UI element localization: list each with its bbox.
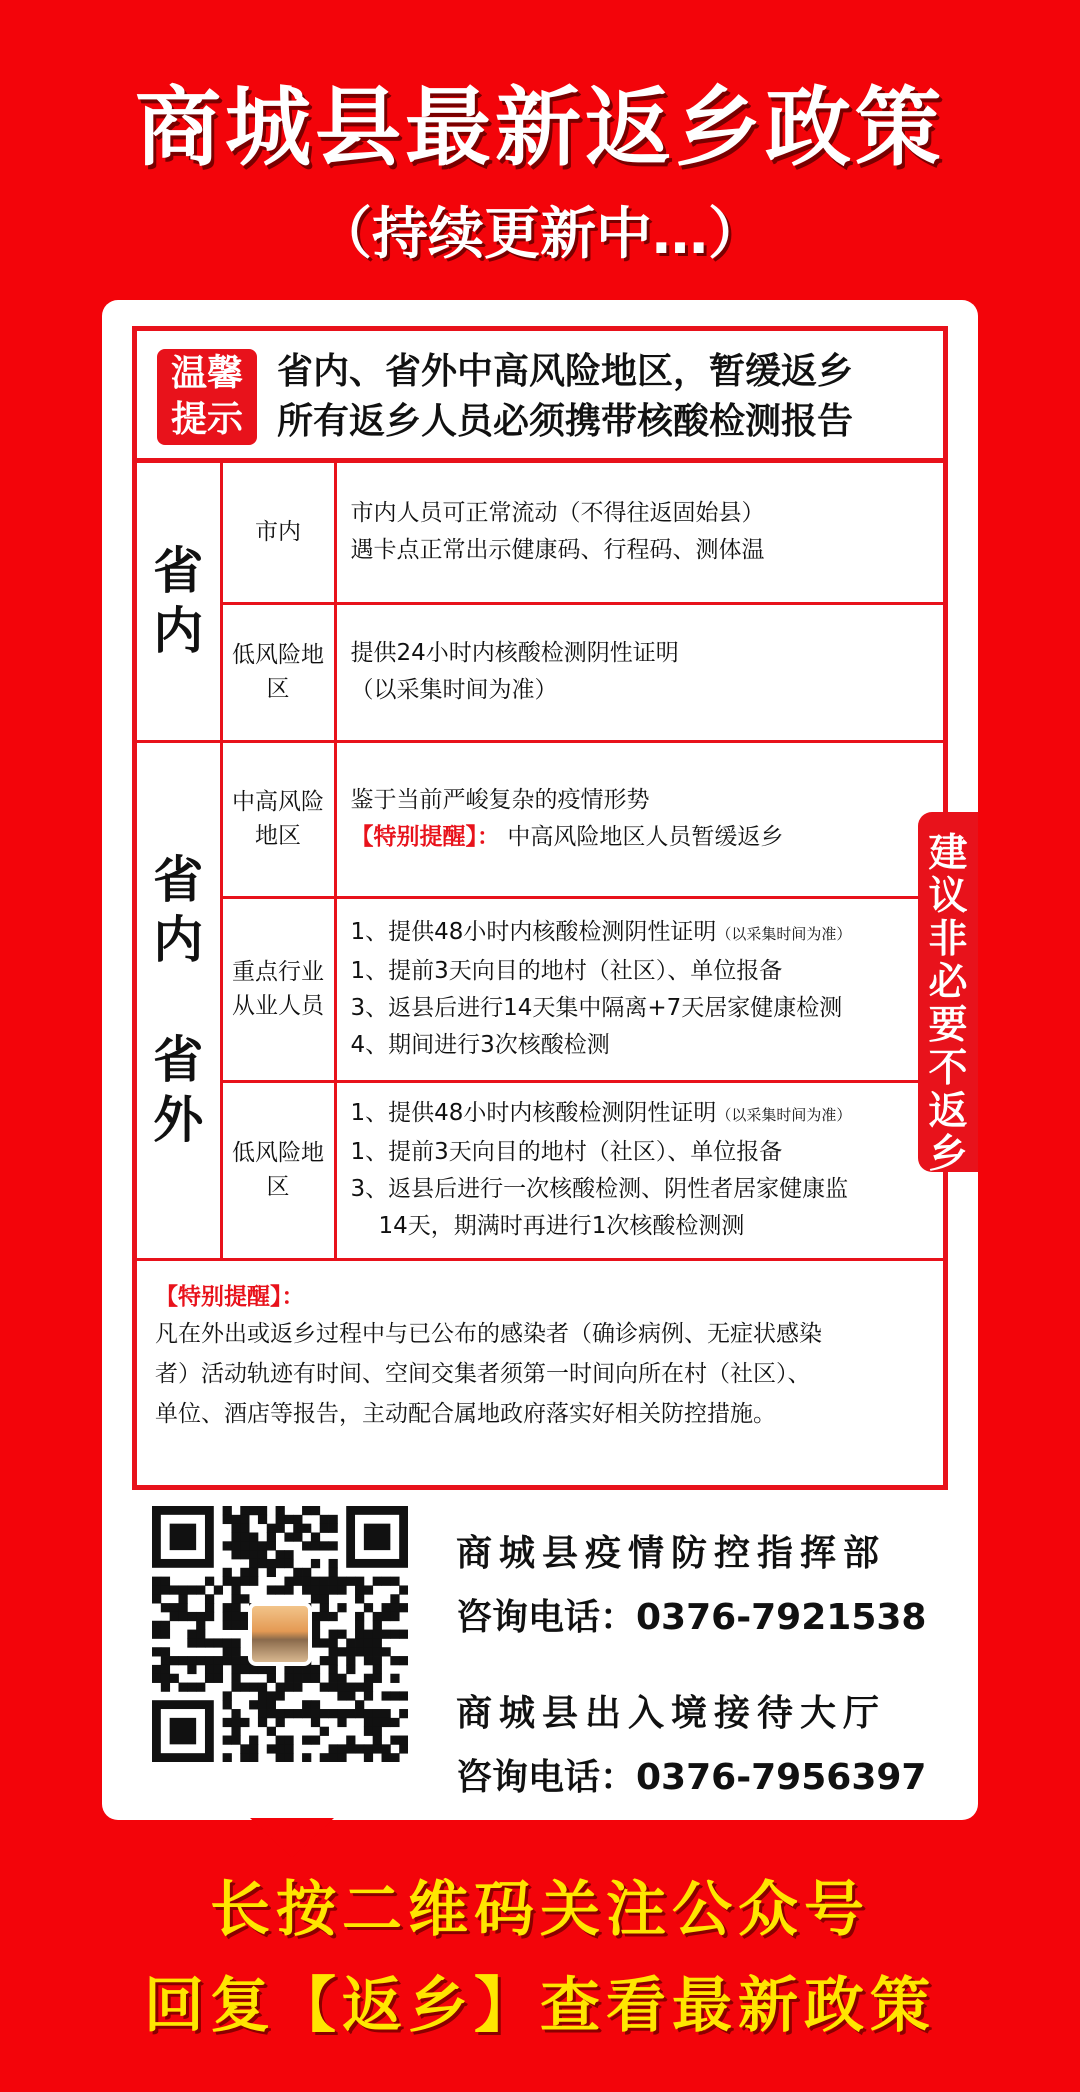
row-label-city: 市内 bbox=[221, 463, 335, 603]
special-remind-text: 中高风险地区人员暂缓返乡 bbox=[507, 824, 784, 850]
qr-finder-pattern bbox=[152, 1506, 214, 1568]
notice-line1: 省内、省外中高风险地区，暂缓返乡 bbox=[277, 351, 854, 392]
special-remind-body: 凡在外出或返乡过程中与已公布的感染者（确诊病例、无症状感染 者）活动轨迹有时间、空间交集者须第一时间向所在村（社区）、 单位、酒店等报告，主动配合属地政府落实好相关防控措施。 bbox=[155, 1321, 822, 1427]
row-label-key-industry: 重点行业从业人员 bbox=[221, 897, 335, 1081]
notice-text bbox=[277, 347, 853, 447]
row-label-low-risk: 低风险地区 bbox=[221, 1081, 335, 1259]
page-subtitle: （持续更新中…） bbox=[316, 202, 764, 267]
row-label-low-risk-province: 低风险地区 bbox=[221, 603, 335, 741]
contact-org-2: 商城县出入境接待大厅 bbox=[456, 1693, 887, 1734]
row-desc-high-risk: 鉴于当前严峻复杂的疫情形势 【特别提醒】： 中高风险地区人员暂缓返乡 bbox=[335, 741, 943, 897]
notice-banner bbox=[137, 331, 943, 463]
card-pointer bbox=[250, 1818, 334, 1858]
special-remind-title: 【特别提醒】： bbox=[155, 1284, 305, 1310]
special-remind-block bbox=[137, 1264, 943, 1485]
notice-badge-line2: 提示 bbox=[170, 399, 243, 440]
table-row bbox=[137, 463, 943, 603]
contact-info bbox=[456, 1522, 946, 1810]
table-row bbox=[137, 603, 943, 741]
row-desc-low-risk: 1、提供48小时内核酸检测阴性证明（以采集时间为准） 1、提前3天向目的地村（社区）、单位报备 3、返县后进行一次核酸检测、阴性者居家健康监 14天，期满时再进行1次核酸检测测 bbox=[335, 1081, 943, 1259]
table-row bbox=[137, 1081, 943, 1259]
footer-line2: 回复【返乡】查看最新政策 bbox=[144, 1971, 936, 2041]
row-desc-key-industry: 1、提供48小时内核酸检测阴性证明（以采集时间为准） 1、提前3天向目的地村（社区）、单位报备 3、返县后进行14天集中隔离+7天居家健康检测 4、期间进行3次核酸检测 bbox=[335, 897, 943, 1081]
footer-call-to-action bbox=[0, 1862, 1080, 2054]
notice-badge-line1: 温馨 bbox=[170, 353, 243, 394]
category-in-province: 省内 bbox=[137, 463, 221, 741]
qr-finder-pattern bbox=[346, 1506, 408, 1568]
category-top: 省内 bbox=[153, 851, 204, 969]
special-remind-label: 【特别提醒】： bbox=[350, 824, 500, 850]
qr-code[interactable] bbox=[152, 1506, 408, 1762]
row-desc-low-risk-province: 提供24小时内核酸检测阴性证明 （以采集时间为准） bbox=[335, 603, 943, 741]
policy-table bbox=[137, 463, 943, 1261]
table-row bbox=[137, 897, 943, 1081]
side-advice-tag: 建 议 非 必 要 不 返 乡 bbox=[918, 812, 978, 1172]
category-in-out-province bbox=[137, 741, 221, 1259]
category-bottom: 省外 bbox=[153, 1031, 204, 1149]
row-label-high-risk: 中高风险地区 bbox=[221, 741, 335, 897]
row-desc-city: 市内人员可正常流动（不得往返固始县） 遇卡点正常出示健康码、行程码、测体温 bbox=[335, 463, 943, 603]
qr-logo-icon bbox=[248, 1602, 312, 1666]
table-row bbox=[137, 741, 943, 897]
notice-badge bbox=[157, 349, 257, 445]
policy-frame bbox=[132, 326, 948, 1490]
contact-phone-1[interactable]: 咨询电话：0376-7921538 bbox=[456, 1597, 927, 1638]
page-title: 商城县最新返乡政策 bbox=[135, 78, 945, 178]
contact-org-1: 商城县疫情防控指挥部 bbox=[456, 1533, 887, 1574]
qr-finder-pattern bbox=[152, 1700, 214, 1762]
notice-line2: 所有返乡人员必须携带核酸检测报告 bbox=[277, 401, 854, 442]
contact-phone-2[interactable]: 咨询电话：0376-7956397 bbox=[456, 1757, 927, 1798]
footer-line1: 长按二维码关注公众号 bbox=[210, 1875, 870, 1945]
